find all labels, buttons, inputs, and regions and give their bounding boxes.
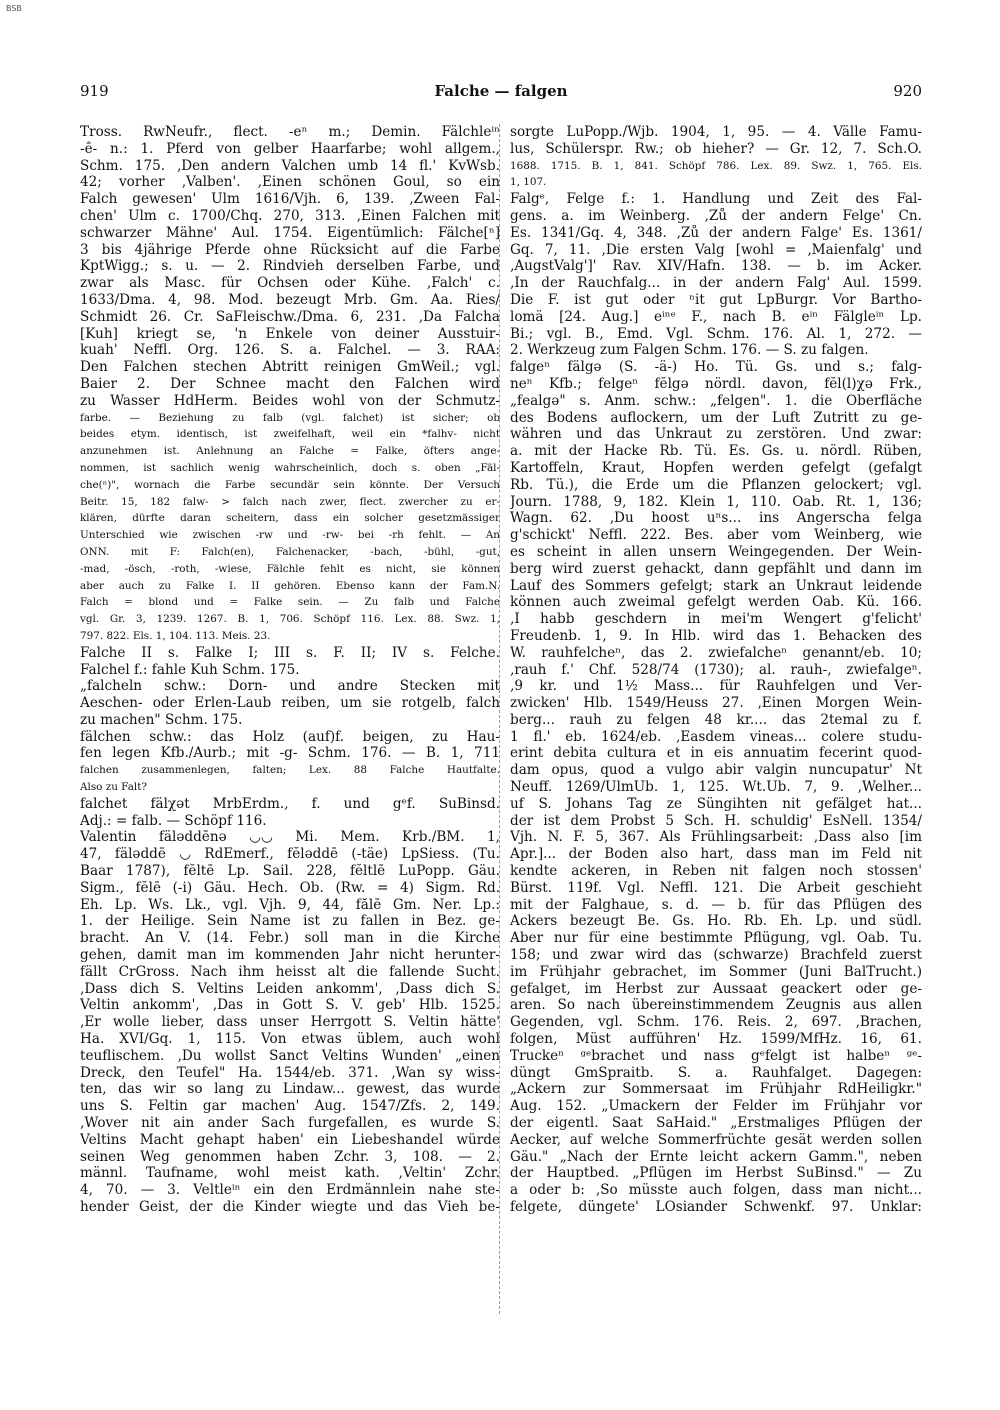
text-line: Bi.; vgl. B., Emd. Vgl. Schm. 176. Al. 1, 272. — <box>510 325 922 342</box>
text-line: klären, dürfte daran scheitern, dass ein solcher gesetzmässiger <box>80 512 500 525</box>
text-line: Bürst. 119f. Vgl. Neffl. 121. Die Arbeit geschieht <box>510 879 922 896</box>
text-line: gens. a. im Weinberg. ‚Zů der andern Felge' Cn. <box>510 207 922 224</box>
text-line: 2. Werkzeug zum Falgen Schm. 176. — S. zu falgen. <box>510 342 869 359</box>
text-line: falchen zusammenlegen, falten; Lex. 88 Falche Hautfalte. <box>80 764 500 777</box>
text-line: 1633/Dma. 4, 98. Mod. bezeugt Mrb. Gm. Aa. Ries/ <box>80 291 500 308</box>
text-line: fällt CrGross. Nach ihm heisst alt die fallende Sucht. <box>80 963 500 980</box>
text-line: felgete, düngete' LOsiander Schwenkf. 97. Unklar: <box>510 1199 922 1215</box>
text-line: Freudenb. 1, 9. In Hlb. wird das 1. Behacken des <box>510 627 922 644</box>
text-line: lomä [24. Aug.] eⁱⁿᵉ F., nach B. eⁱⁿ Fälgleⁱⁿ Lp. <box>510 308 922 325</box>
page-header <box>80 82 922 106</box>
text-line: Gq. 7, 11. ‚Die ersten Valg [wohl = ‚Maienfalg' und <box>510 241 922 258</box>
text-line: fen legen Kfb./Aurb.; mit -g- Schm. 176. — B. 1, 711 <box>80 745 500 762</box>
text-line: 42; vorher ‚Valben'. ‚Einen schönen Goul, so ein <box>80 174 500 191</box>
library-stamp: BSB <box>6 4 22 13</box>
text-line: 797. 822. Els. 1, 104. 113. Meis. 23. <box>80 629 271 642</box>
text-line: a oder b: ‚So müsste auch folgen, dass man nicht... <box>510 1182 922 1199</box>
text-line: im Frühjahr gebrachet, im Sommer (Juni BalTrucht.) <box>510 963 922 980</box>
text-line: Beitr. 15, 182 falw- > falch nach zwer, flect. zwercher zu er- <box>80 495 500 508</box>
running-head: Falche — falgen <box>434 82 568 100</box>
text-line: 1 fl.' eb. 1624/eb. ‚Easdem vineas... colere studu- <box>510 728 922 745</box>
text-line: anzunehmen ist. Anlehnung an Falche = Falke, öfters ange- <box>80 445 500 458</box>
page-number-right: 920 <box>893 82 922 100</box>
text-line: Gäu." „Nach der Ernte leicht ackern Gamm.", neben <box>510 1148 922 1165</box>
text-line: berg wird zuerst gehackt, dann gepfählt und dann im <box>510 560 922 577</box>
text-line: zwicken' Hlb. 1549/Heuss 27. ‚Einen Morgen Wein- <box>510 695 922 712</box>
text-line: Aeschen- oder Erlen-Laub reiben, um sie rotgelb, falch <box>80 695 500 712</box>
text-line: falgeⁿ fälgə (S. -ä-) Ho. Tü. Gs. und s.; falg- <box>510 359 922 376</box>
page-number-left: 919 <box>80 82 109 100</box>
text-line: aren. So nach übereinstimmendem Zeugnis aus allen <box>510 997 922 1014</box>
text-line: ‚9 kr. und 1½ Mass... für Rauhfelgen und Ver- <box>510 678 922 695</box>
text-line: 1688. 1715. B. 1, 841. Schöpf 786. Lex. 89. Swz. 1, 765. Els. <box>510 159 922 172</box>
text-line: Ha. XVI/Gq. 1, 115. Von etwas üblem, auch wohl <box>80 1031 500 1048</box>
text-line: Truckeⁿ ᵍᵉbrachet und nass gᵉfelgt ist halbeⁿ ᵍᵉ- <box>510 1047 922 1064</box>
text-line: der ist dem Probst 5 Sch. H. schuldig' EsNell. 1354/ <box>510 812 922 829</box>
text-line: 1. der Heilige. Sein Name ist zu fallen in Bez. ge- <box>80 913 500 930</box>
text-line: nommen, ist sachlich wenig wahrscheinlich, doch s. oben „Fäl- <box>80 461 500 474</box>
text-line: kuah' Neffl. Org. 126. S. a. Falchel. — 3. RAA: <box>80 342 500 359</box>
text-line: Gegenden, vgl. Schm. 176. Reis. 2, 697. ‚Brachen, <box>510 1014 922 1031</box>
text-line: Dreck, den Teufel" Ha. 1544/eb. 371. ‚Wan sy wiss- <box>80 1064 500 1081</box>
text-line: erint debita cultura et in eis annuatim fecerint quod- <box>510 745 922 762</box>
text-line: „fealgə" s. Anm. schw.: „felgen". 1. die Oberfläche <box>510 392 922 409</box>
text-line: können auch zweimal gefelgt werden Oab. Kü. 166. <box>510 594 922 611</box>
text-line: Veltin ankomm', ‚Das in Gott S. V. geb' Hlb. 1525. <box>80 997 500 1014</box>
left-column <box>80 124 500 1216</box>
text-line: falchet fälχət MrbErdm., f. und gᵉf. SuBinsd. <box>80 795 500 812</box>
text-line: KptWigg.; s. u. — 2. Rindvieh derselben Farbe, und <box>80 258 500 275</box>
text-line: Wagn. 62. ‚Du hoost uⁿs... ins Angerscha felga <box>510 510 922 527</box>
text-line: ‚rauh f.' Chf. 528/74 (1730); al. rauh-, zwiefalgeⁿ. <box>510 661 922 678</box>
text-line: ‚Dass dich S. Veltins Leiden ankomm', ‚Dass dich S. <box>80 980 500 997</box>
text-line: Schmidt 26. Cr. SaFleischw./Dma. 6, 231. ‚Da Falcha <box>80 308 500 325</box>
text-line: -mad, -ösch, -roth, -wiese, Fälchle fehlt es nicht, sie können <box>80 562 500 575</box>
text-line: männl. Taufname, wohl meist kath. ‚Veltin' Zchr. <box>80 1165 500 1182</box>
text-line: Aecker, auf welche Sommerfrüchte gesät werden sollen <box>510 1131 922 1148</box>
text-line: 47, fäləddē ◡ RdEmerf., fĕləddē (-täe) LpSiess. (Tu. <box>80 846 500 863</box>
text-line: zu machen" Schm. 175. <box>80 711 243 728</box>
text-line: lus, Schülerspr. Rw.; ob hieher? — Gr. 12, 7. Sch.O. <box>510 140 922 157</box>
text-line: neⁿ Kfb.; felgeⁿ fĕlgə nördl. davon, fĕl(l)χə Frk., <box>510 375 922 392</box>
text-line: des Bodens auflockern, um der Luft Zutritt zu ge- <box>510 409 922 426</box>
text-line: Die F. ist gut oder ⁿit gut LpBurgr. Vor Bartho- <box>510 291 922 308</box>
text-line: berg... rauh zu felgen 48 kr.... das 2temal zu f. <box>510 711 922 728</box>
text-line: hender Geist, der die Kinder wiegte und das Vieh be- <box>80 1199 500 1215</box>
text-line: zu Wasser HdHerm. Beides wohl von der Schmutz- <box>80 392 500 409</box>
text-line: mit der Falghaue, s. d. — b. für das Pflügen des <box>510 896 922 913</box>
text-line: aber auch zu Falke I. II gehören. Ebenso kann der Fam.N. <box>80 579 500 592</box>
text-line: dam opus, quod a vulgo abir valgin nuncupatur' Nt <box>510 762 922 779</box>
text-line: Aug. 152. „Umackern der Felder im Frühjahr vor <box>510 1098 922 1115</box>
text-line: schwarzer Mähne' Aul. 1754. Eigentümlich: Fälche[ⁿ] <box>80 224 500 241</box>
text-line: farbe. — Beziehung zu falb (vgl. falchet) ist sicher; ob <box>80 411 500 424</box>
text-line: Valentin fäləddēnə ◡◡ Mi. Mem. Krb./BM. 1, <box>80 829 500 846</box>
text-line: düngt GmSpraitb. S. a. Rauhfalget. Dagegen: <box>510 1064 922 1081</box>
text-line: Falchel f.: fahle Kuh Schm. 175. <box>80 661 300 678</box>
text-line: Tross. RwNeufr., flect. -eⁿ m.; Demin. Fälchleⁱⁿ <box>80 124 500 140</box>
text-line: Adj.: = falb. — Schöpf 116. <box>80 812 267 829</box>
text-line: Falch gewesen' Ulm 1616/Vjh. 6, 139. ‚Zween Fal- <box>80 191 500 208</box>
text-line: Baier 2. Der Schnee macht den Falchen wird <box>80 375 500 392</box>
text-line: der eigentl. Saat SaHaid." „Erstmaliges Pflügen der <box>510 1115 922 1132</box>
text-line: teuflischem. ‚Du wollst Sanct Veltins Wunden' „einen <box>80 1047 500 1064</box>
text-line: vgl. Gr. 3, 1239. 1267. B. 1, 706. Schöpf 116. Lex. 88. Swz. 1, <box>80 613 500 626</box>
text-line: uf S. Johans Tag ze Süngihten nit gefälget hat... <box>510 795 922 812</box>
text-line: -ḗ- n.: 1. Pferd von gelber Haarfarbe; wohl allgem., <box>80 140 500 157</box>
text-line: Vjh. N. F. 5, 367. Als Frühlingsarbeit: ‚Dass also [im <box>510 829 922 846</box>
text-line: 4, 70. — 3. Veltleⁱⁿ ein den Erdmännlein nahe ste- <box>80 1182 500 1199</box>
text-line: Baar 1787), fĕltē Lp. Sail. 228, fĕltlē LuPopp. Gäu. <box>80 863 500 880</box>
text-line: ten, das wir so lang zu Lindaw... gewest, das wurde <box>80 1081 500 1098</box>
text-line: g'schickt' Neffl. 222. Bes. aber vom Weinberg, wie <box>510 527 922 544</box>
text-line: [Kuh] kriegt se, 'n Enkele von deiner Ausstuir- <box>80 325 500 342</box>
text-line: a. mit der Hacke Rb. Tü. Es. Gs. u. nördl. Rüben, <box>510 443 922 460</box>
text-line: Journ. 1788, 9, 182. Klein 1, 110. Oab. Rt. 1, 136; <box>510 493 922 510</box>
text-line: Schm. 175. ‚Den andern Valchen umb 14 fl.' KvWsb. <box>80 157 500 174</box>
text-line: der Hauptbed. „Pflügen im Herbst SuBinsd." — Zu <box>510 1165 922 1182</box>
text-line: „falcheln schw.: Dorn- und andre Stecken mit <box>80 678 500 695</box>
text-line: Ackers bezeugt Be. Gs. Ho. Rb. Eh. Lp. und südl. <box>510 913 922 930</box>
text-line: Sigm., fĕlē (-i) Gäu. Hech. Ob. (Rw. = 4) Sigm. Rd. <box>80 879 500 896</box>
text-line: Aber nur für eine bestimmte Pflügung, vgl. Oab. Tu. <box>510 930 922 947</box>
text-line: Eh. Lp. Ws. Lk., vgl. Vjh. 9, 44, fălē Gm. Ner. Lp.: <box>80 896 500 913</box>
text-line: uns S. Feltin gar machen' Aug. 1547/Zfs. 2, 149. <box>80 1098 500 1115</box>
column-divider <box>499 124 500 1314</box>
text-line: fälchen schw.: das Holz (auf)f. beigen, zu Hau- <box>80 728 500 745</box>
text-line: es scheint in allen unsern Weingegenden. Der Wein- <box>510 543 922 560</box>
text-line: Lauf des Sommers gefelgt; stark an Unkraut leidende <box>510 577 922 594</box>
text-line: Den Falchen stechen Abtritt reinigen GmWeil.; vgl. <box>80 359 500 376</box>
text-line: „Ackern zur Sommersaat im Frühjahr RdHeiligkr." <box>510 1081 922 1098</box>
text-line: gefalget, im Herbst zur Aussaat geackert oder ge- <box>510 980 922 997</box>
text-line: Kartoffeln, Kraut, Hopfen werden gefelgt (gefalgt <box>510 459 922 476</box>
text-line: Veltins Macht gehapt haben' ein Liebeshandel würde <box>80 1131 500 1148</box>
text-line: Apr.]... der Boden also hart, dass man im Feld nit <box>510 846 922 863</box>
text-line: beides etym. identisch, ist zweifelhaft, weil ein *falhv- nicht <box>80 428 500 441</box>
text-line: ‚I habb geschdern in mei'm Wengert g'felicht' <box>510 611 922 628</box>
text-line: ‚AugstValg']' Rav. XIV/Hafn. 138. — b. im Acker. <box>510 258 922 275</box>
right-column <box>510 124 922 1216</box>
text-line: folgen, Müst aufführen' Hz. 1599/MfHz. 16, 61. <box>510 1031 922 1048</box>
text-line: Neuff. 1269/UlmUb. 1, 125. Wt.Ub. 7, 9. ‚Welher... <box>510 779 922 796</box>
text-line: Falgᵉ, Felge f.: 1. Handlung und Zeit des Fal- <box>510 191 922 208</box>
text-line: kendte ackeren, in Reben nit falgen noch stossen' <box>510 863 922 880</box>
text-line: W. rauhfelcheⁿ, das 2. zwiefalcheⁿ genannt/eb. 10; <box>510 644 922 661</box>
text-line: Rb. Tü.), die Erde um die Pflanzen gelockert; vgl. <box>510 476 922 493</box>
text-line: 1, 107. <box>510 176 547 189</box>
text-line: seinen Weg genommen haben Zchr. 3, 108. — 2. <box>80 1148 500 1165</box>
text-line: ‚Wover nit ain ander Sach furgefallen, es wurde S. <box>80 1115 500 1132</box>
text-line: Also zu Falt? <box>80 781 147 794</box>
text-line: Unterschied wie zwischen -rw und -rw- bei -rh fehlt. — An <box>80 529 500 542</box>
text-line: zwar als Masc. für Ochsen oder Kühe. ‚Falch' c. <box>80 275 500 292</box>
text-line: 158; und zwar wird das (schwarze) Brachfeld zuerst <box>510 947 922 964</box>
text-line: 3 bis 4jährige Pferde ohne Rücksicht auf die Farbe <box>80 241 500 258</box>
text-line: ONN. mit F: Falch(en), Falchenacker, -bach, -bühl, -gut, <box>80 545 500 558</box>
text-line: chen' Ulm c. 1700/Chq. 270, 313. ‚Einen Falchen mit <box>80 207 500 224</box>
text-line: währen und das Unkraut zu zerstören. Und zwar: <box>510 426 922 443</box>
text-line: sorgte LuPopp./Wjb. 1904, 1, 95. — 4. Välle Famu- <box>510 124 922 140</box>
text-line: Falch = blond und = Falke sein. — Zu falb und Falche <box>80 596 500 609</box>
text-line: ‚In der Rauchfalg... in der andern Falg' Aul. 1599. <box>510 275 922 292</box>
text-line: gehen, damit man im kommenden Jahr nicht herunter- <box>80 947 500 964</box>
text-line: ‚Er wolle lieber, dass unser Herrgott S. Veltin hätte' <box>80 1014 500 1031</box>
text-line: Es. 1341/Gq. 4, 348. ‚Zů der andern Falge' Es. 1361/ <box>510 224 922 241</box>
text-line: Falche II s. Falke I; III s. F. II; IV s. Felche. <box>80 644 500 661</box>
text-line: che(ⁿ)", wornach die Farbe secundär sein könnte. Der Versuch <box>80 478 500 491</box>
text-line: bracht. An V. (14. Febr.) soll man in die Kirche <box>80 930 500 947</box>
